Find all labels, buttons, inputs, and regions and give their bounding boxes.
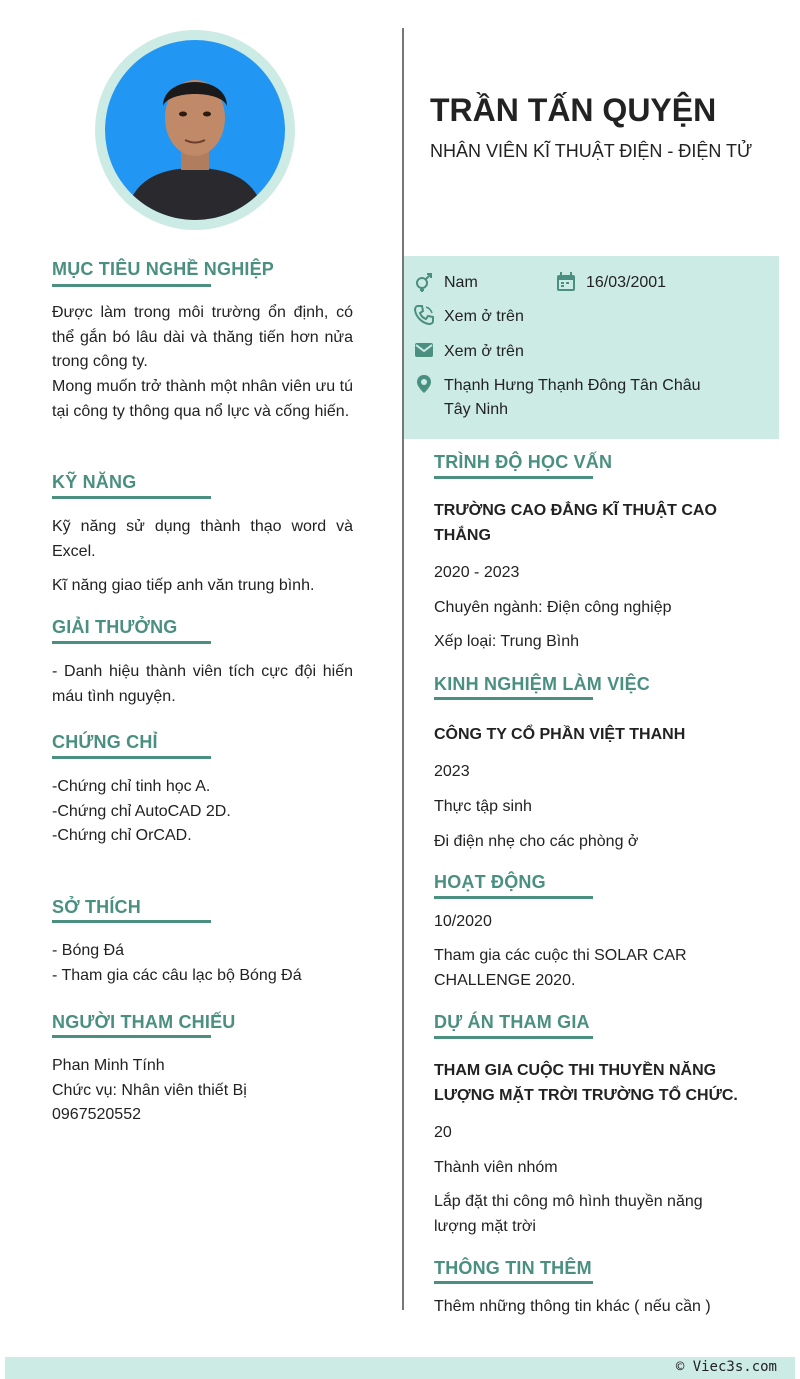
candidate-name: TRẦN TẤN QUYỆN: [430, 92, 717, 128]
hobbies-heading: SỞ THÍCH: [52, 897, 141, 917]
calendar-icon: [556, 272, 576, 292]
project-name: THAM GIA CUỘC THI THUYỀN NĂNG LƯỢNG MẶT TRỜI TRƯỜNG TỔ CHỨC.: [434, 1062, 738, 1104]
reference-phone: 0967520552: [52, 1106, 141, 1123]
experience-underline: [434, 697, 593, 700]
footer-bar: [5, 1357, 795, 1379]
projects-underline: [434, 1036, 593, 1039]
certificate-item: -Chứng chỉ tinh học A.: [52, 778, 211, 795]
objective-paragraph-2: Mong muốn trở thành một nhân viên ưu tú tại công ty thông qua nổ lực và cống hiến.: [52, 378, 353, 420]
skill-item: Kỹ năng sử dụng thành thạo word và Excel.: [52, 518, 353, 560]
activity-description: Tham gia các cuộc thi SOLAR CAR CHALLENGE 2020.: [434, 947, 687, 989]
project-year: 20: [434, 1124, 452, 1141]
avatar: [105, 40, 285, 220]
skills-heading: KỸ NĂNG: [52, 472, 137, 492]
experience-description: Đi điện nhẹ cho các phòng ở: [434, 833, 639, 850]
certificate-item: -Chứng chỉ AutoCAD 2D.: [52, 803, 231, 820]
gender-icon: [414, 272, 434, 292]
contact-panel: [404, 256, 779, 439]
address-line-1: Thạnh Hưng Thạnh Đông Tân Châu: [444, 377, 701, 394]
experience-role: Thực tập sinh: [434, 798, 532, 815]
address-line-2: Tây Ninh: [444, 401, 509, 418]
extra-info-underline: [434, 1281, 593, 1284]
birthday-value: 16/03/2001: [586, 274, 667, 291]
activities-heading: HOẠT ĐỘNG: [434, 872, 546, 892]
education-heading: TRÌNH ĐỘ HỌC VẤN: [434, 452, 613, 472]
job-title: NHÂN VIÊN KĨ THUẬT ĐIỆN - ĐIỆN TỬ: [430, 141, 753, 161]
location-icon: [414, 374, 434, 394]
email-value: Xem ở trên: [444, 343, 524, 360]
footer-credit: © Viec3s.com: [675, 1359, 777, 1375]
certificates-underline: [52, 756, 211, 759]
project-role: Thành viên nhóm: [434, 1159, 558, 1176]
education-period: 2020 - 2023: [434, 564, 520, 581]
avatar-photo: [105, 40, 285, 220]
certificate-item: -Chứng chỉ OrCAD.: [52, 827, 192, 844]
education-underline: [434, 476, 593, 479]
column-divider: [402, 28, 404, 1310]
reference-position: Chức vụ: Nhân viên thiết Bị: [52, 1082, 247, 1099]
hobby-item: - Tham gia các câu lạc bộ Bóng Đá: [52, 967, 302, 984]
awards-heading: GIẢI THƯỞNG: [52, 617, 178, 637]
reference-underline: [52, 1035, 211, 1038]
project-description: Lắp đặt thi công mô hình thuyền năng lượng mặt trời: [434, 1193, 703, 1235]
projects-heading: DỰ ÁN THAM GIA: [434, 1012, 590, 1032]
certificates-heading: CHỨNG CHỈ: [52, 732, 158, 752]
objective-underline: [52, 284, 211, 287]
hobbies-underline: [52, 920, 211, 923]
avatar-frame: [95, 30, 295, 230]
awards-underline: [52, 641, 211, 644]
reference-name: Phan Minh Tính: [52, 1057, 165, 1074]
experience-year: 2023: [434, 763, 470, 780]
hobby-item: - Bóng Đá: [52, 942, 125, 959]
experience-heading: KINH NGHIỆM LÀM VIỆC: [434, 674, 651, 694]
extra-info-heading: THÔNG TIN THÊM: [434, 1258, 592, 1278]
company-name: CÔNG TY CỔ PHẦN VIỆT THANH: [434, 726, 686, 743]
education-major: Chuyên ngành: Điện công nghiệp: [434, 599, 672, 616]
extra-info-text: Thêm những thông tin khác ( nếu cần ): [434, 1298, 711, 1315]
phone-icon: [414, 305, 434, 325]
award-item: - Danh hiệu thành viên tích cực đội hiến máu tình nguyện.: [52, 663, 353, 705]
education-grade: Xếp loại: Trung Bình: [434, 633, 579, 650]
school-name: TRƯỜNG CAO ĐẲNG KĨ THUẬT CAO THẮNG: [434, 502, 717, 544]
phone-value: Xem ở trên: [444, 308, 524, 325]
objective-heading: MỤC TIÊU NGHỀ NGHIỆP: [52, 259, 275, 279]
activities-underline: [434, 896, 593, 899]
gender-value: Nam: [444, 274, 478, 291]
email-icon: [414, 340, 434, 360]
reference-heading: NGƯỜI THAM CHIẾU: [52, 1012, 236, 1032]
skills-underline: [52, 496, 211, 499]
activity-date: 10/2020: [434, 913, 492, 930]
objective-paragraph-1: Được làm trong môi trường ổn định, có thể gắn bó lâu dài và thăng tiến hơn nửa trong công ty.: [52, 304, 353, 370]
skill-item: Kĩ năng giao tiếp anh văn trung bình.: [52, 577, 315, 594]
